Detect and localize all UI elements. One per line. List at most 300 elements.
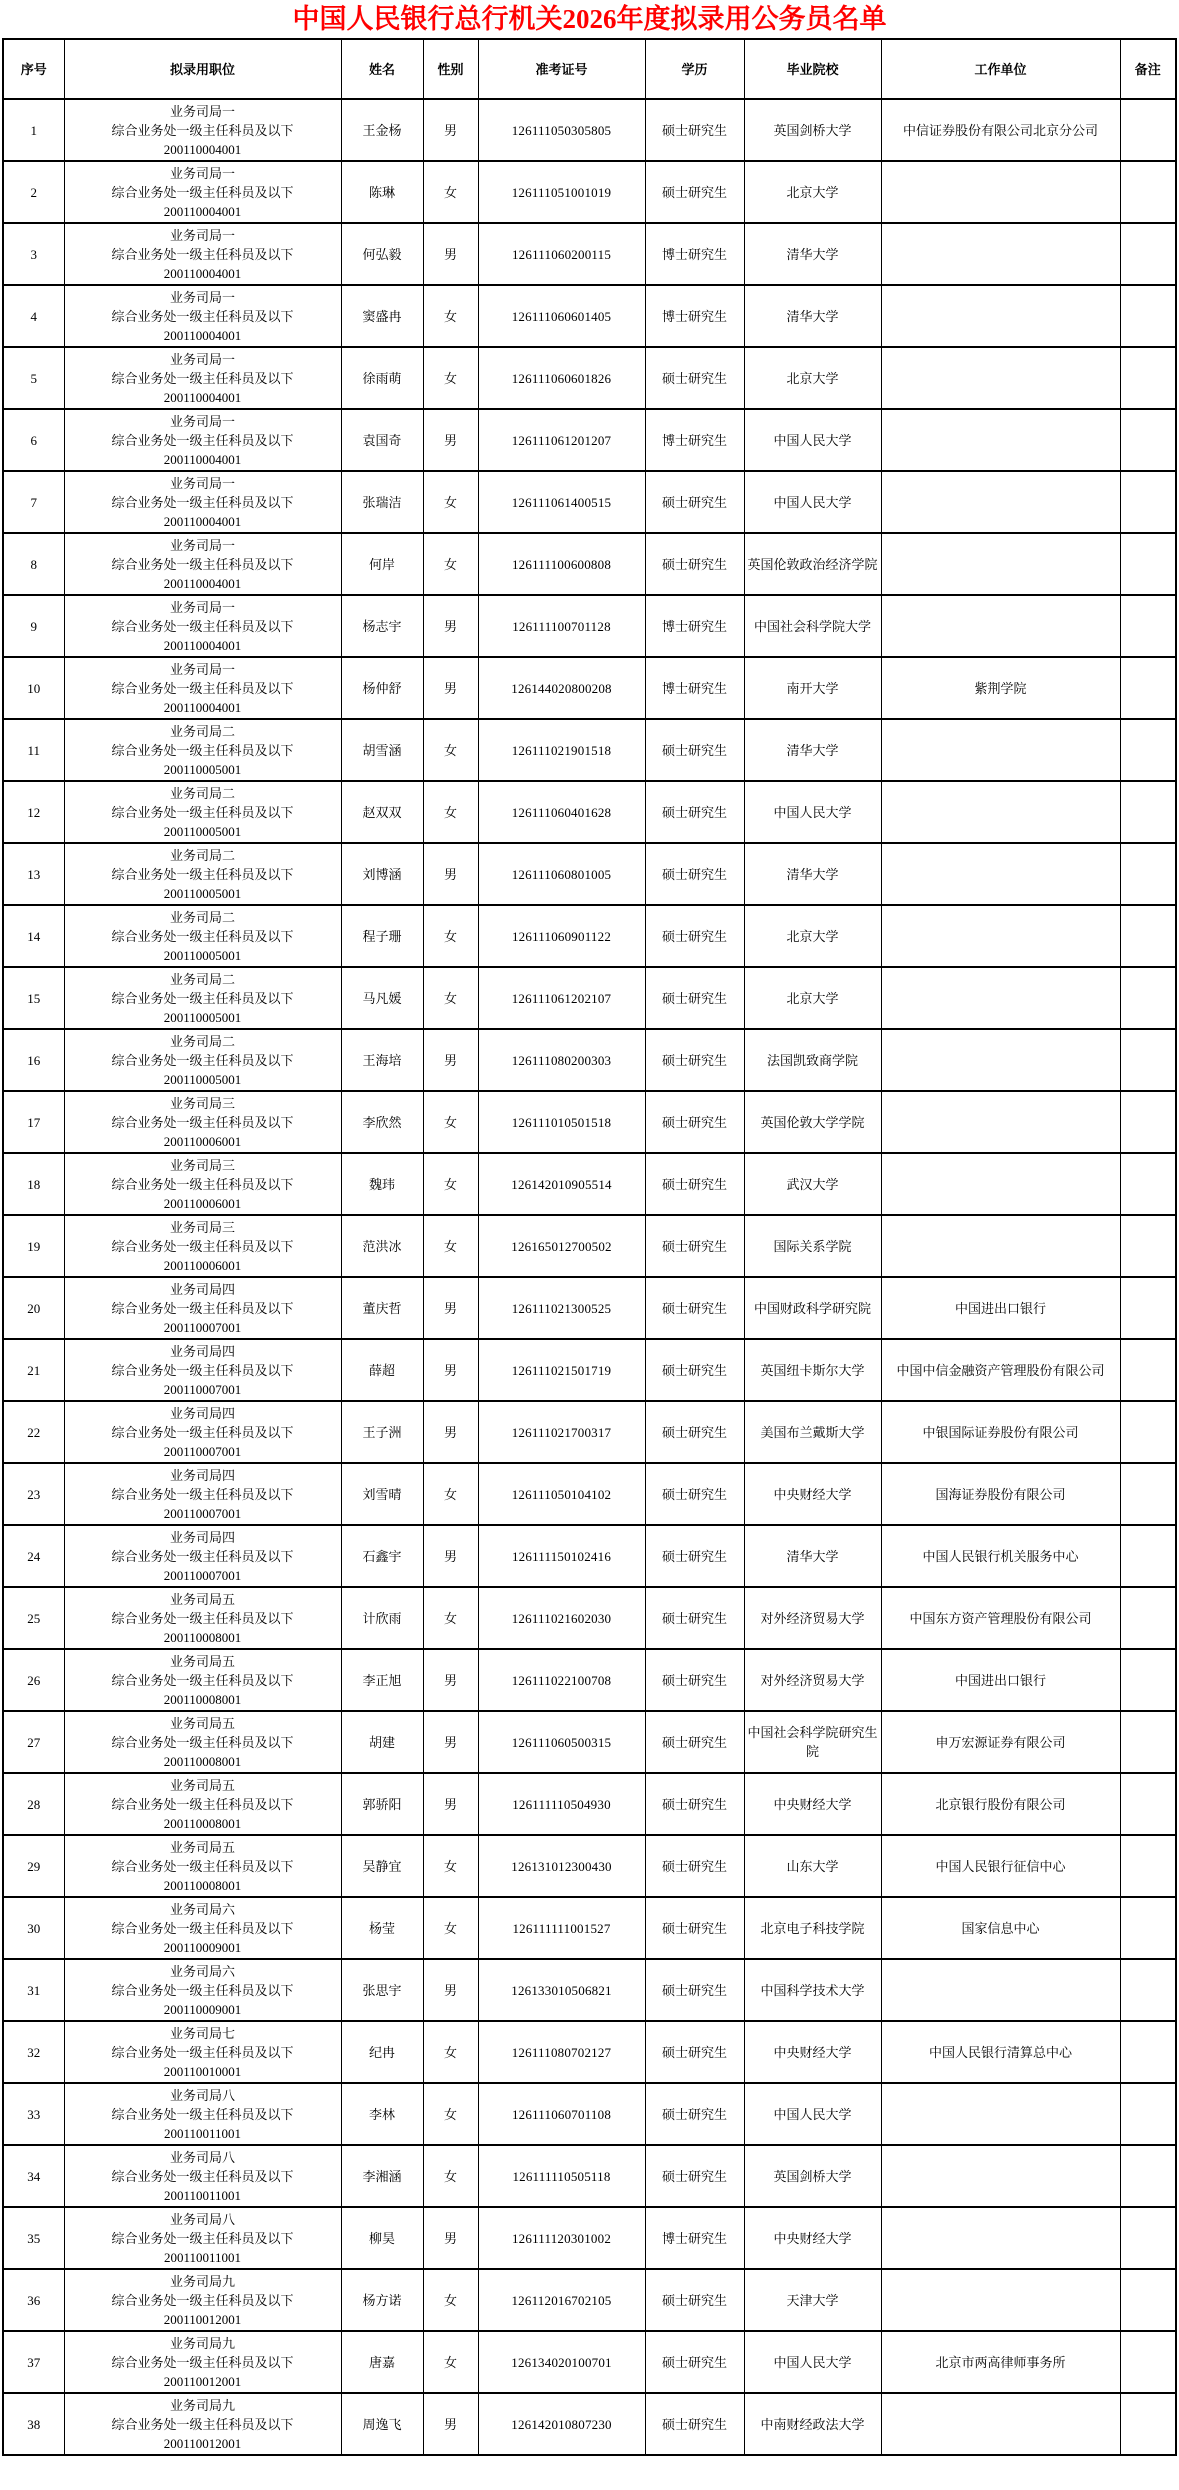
row-number-cell: 14 bbox=[3, 905, 64, 967]
position-dept: 业务司局二 bbox=[169, 971, 235, 987]
gender-cell: 男 bbox=[423, 1029, 478, 1091]
employer-cell bbox=[881, 1153, 1120, 1215]
position-cell bbox=[64, 657, 341, 719]
position-cell bbox=[64, 285, 341, 347]
position-cell bbox=[64, 2083, 341, 2145]
remark-cell bbox=[1120, 1587, 1176, 1649]
position-title: 综合业务处一级主任科员及以下 bbox=[111, 2416, 294, 2432]
remark-cell bbox=[1120, 657, 1176, 719]
position-dept: 业务司局一 bbox=[169, 413, 235, 429]
position-cell bbox=[64, 2331, 341, 2393]
employer-cell: 中国中信金融资产管理股份有限公司 bbox=[881, 1339, 1120, 1401]
remark-cell bbox=[1120, 409, 1176, 471]
gender-cell: 女 bbox=[423, 1835, 478, 1897]
position-dept: 业务司局一 bbox=[169, 103, 235, 119]
gender-cell: 女 bbox=[423, 1463, 478, 1525]
employer-cell: 北京银行股份有限公司 bbox=[881, 1773, 1120, 1835]
position-code: 200110004001 bbox=[163, 141, 242, 157]
name-cell: 马凡媛 bbox=[341, 967, 423, 1029]
ticket-number-cell: 126111021700317 bbox=[478, 1401, 645, 1463]
name-cell: 计欣雨 bbox=[341, 1587, 423, 1649]
table-row bbox=[3, 533, 1176, 595]
ticket-number-cell: 126111100600808 bbox=[478, 533, 645, 595]
position-cell bbox=[64, 347, 341, 409]
gender-cell: 女 bbox=[423, 347, 478, 409]
position-dept: 业务司局一 bbox=[169, 351, 235, 367]
remark-cell bbox=[1120, 1401, 1176, 1463]
degree-cell: 硕士研究生 bbox=[645, 1711, 744, 1773]
position-title: 综合业务处一级主任科员及以下 bbox=[111, 1238, 294, 1254]
position-dept: 业务司局一 bbox=[169, 599, 235, 615]
remark-cell bbox=[1120, 1897, 1176, 1959]
row-number-cell: 24 bbox=[3, 1525, 64, 1587]
position-cell bbox=[64, 905, 341, 967]
row-number-cell: 7 bbox=[3, 471, 64, 533]
position-dept: 业务司局一 bbox=[169, 661, 235, 677]
school-cell: 对外经济贸易大学 bbox=[744, 1587, 881, 1649]
position-dept: 业务司局四 bbox=[169, 1343, 235, 1359]
row-number-cell: 20 bbox=[3, 1277, 64, 1339]
table-row bbox=[3, 1091, 1176, 1153]
school-cell: 中国人民大学 bbox=[744, 781, 881, 843]
position-dept: 业务司局九 bbox=[169, 2335, 235, 2351]
position-dept: 业务司局五 bbox=[169, 1777, 235, 1793]
table-row bbox=[3, 2083, 1176, 2145]
school-cell: 南开大学 bbox=[744, 657, 881, 719]
school-cell: 英国伦敦大学学院 bbox=[744, 1091, 881, 1153]
employer-cell: 中国人民银行清算总中心 bbox=[881, 2021, 1120, 2083]
degree-cell: 硕士研究生 bbox=[645, 2021, 744, 2083]
degree-cell: 硕士研究生 bbox=[645, 1835, 744, 1897]
remark-cell bbox=[1120, 1277, 1176, 1339]
position-cell bbox=[64, 1401, 341, 1463]
position-dept: 业务司局四 bbox=[169, 1529, 235, 1545]
header-ticket-number: 准考证号 bbox=[478, 39, 645, 99]
degree-cell: 硕士研究生 bbox=[645, 1029, 744, 1091]
remark-cell bbox=[1120, 1525, 1176, 1587]
gender-cell: 女 bbox=[423, 967, 478, 1029]
employer-cell: 北京市两高律师事务所 bbox=[881, 2331, 1120, 2393]
remark-cell bbox=[1120, 1463, 1176, 1525]
position-code: 200110007001 bbox=[163, 1567, 242, 1583]
employer-cell bbox=[881, 595, 1120, 657]
table-row bbox=[3, 719, 1176, 781]
school-cell: 中国人民大学 bbox=[744, 409, 881, 471]
position-title: 综合业务处一级主任科员及以下 bbox=[111, 1548, 294, 1564]
position-dept: 业务司局八 bbox=[169, 2087, 235, 2103]
gender-cell: 女 bbox=[423, 161, 478, 223]
position-cell bbox=[64, 533, 341, 595]
position-code: 200110005001 bbox=[163, 761, 242, 777]
name-cell: 杨志宇 bbox=[341, 595, 423, 657]
row-number-cell: 3 bbox=[3, 223, 64, 285]
school-cell: 清华大学 bbox=[744, 843, 881, 905]
position-title: 综合业务处一级主任科员及以下 bbox=[111, 1672, 294, 1688]
name-cell: 赵双双 bbox=[341, 781, 423, 843]
position-code: 200110004001 bbox=[163, 389, 242, 405]
gender-cell: 男 bbox=[423, 223, 478, 285]
school-cell: 英国剑桥大学 bbox=[744, 2145, 881, 2207]
employer-cell: 中国人民银行机关服务中心 bbox=[881, 1525, 1120, 1587]
position-title: 综合业务处一级主任科员及以下 bbox=[111, 1176, 294, 1192]
employer-cell bbox=[881, 285, 1120, 347]
position-code: 200110007001 bbox=[163, 1319, 242, 1335]
position-cell bbox=[64, 1277, 341, 1339]
ticket-number-cell: 126112016702105 bbox=[478, 2269, 645, 2331]
school-cell: 美国布兰戴斯大学 bbox=[744, 1401, 881, 1463]
position-cell bbox=[64, 161, 341, 223]
employer-cell bbox=[881, 2393, 1120, 2455]
employer-cell bbox=[881, 533, 1120, 595]
remark-cell bbox=[1120, 1091, 1176, 1153]
employer-cell: 国家信息中心 bbox=[881, 1897, 1120, 1959]
position-code: 200110012001 bbox=[163, 2373, 242, 2389]
position-dept: 业务司局九 bbox=[169, 2397, 235, 2413]
name-cell: 魏玮 bbox=[341, 1153, 423, 1215]
school-cell: 中央财经大学 bbox=[744, 2207, 881, 2269]
remark-cell bbox=[1120, 843, 1176, 905]
position-title: 综合业务处一级主任科员及以下 bbox=[111, 370, 294, 386]
position-dept: 业务司局二 bbox=[169, 847, 235, 863]
position-cell bbox=[64, 2145, 341, 2207]
employer-cell bbox=[881, 1215, 1120, 1277]
degree-cell: 硕士研究生 bbox=[645, 1587, 744, 1649]
position-dept: 业务司局八 bbox=[169, 2211, 235, 2227]
ticket-number-cell: 126111060701108 bbox=[478, 2083, 645, 2145]
school-cell: 英国剑桥大学 bbox=[744, 99, 881, 161]
table-row bbox=[3, 223, 1176, 285]
position-title: 综合业务处一级主任科员及以下 bbox=[111, 2168, 294, 2184]
gender-cell: 女 bbox=[423, 1153, 478, 1215]
position-cell bbox=[64, 719, 341, 781]
degree-cell: 硕士研究生 bbox=[645, 1525, 744, 1587]
name-cell: 李湘涵 bbox=[341, 2145, 423, 2207]
position-title: 综合业务处一级主任科员及以下 bbox=[111, 1362, 294, 1378]
position-cell bbox=[64, 843, 341, 905]
position-code: 200110009001 bbox=[163, 2001, 242, 2017]
school-cell: 中央财经大学 bbox=[744, 1463, 881, 1525]
gender-cell: 男 bbox=[423, 1959, 478, 2021]
degree-cell: 硕士研究生 bbox=[645, 1897, 744, 1959]
table-row bbox=[3, 1215, 1176, 1277]
table-row bbox=[3, 409, 1176, 471]
table-row bbox=[3, 1339, 1176, 1401]
position-cell bbox=[64, 2269, 341, 2331]
table-row bbox=[3, 967, 1176, 1029]
gender-cell: 女 bbox=[423, 2083, 478, 2145]
degree-cell: 硕士研究生 bbox=[645, 471, 744, 533]
table-row bbox=[3, 1587, 1176, 1649]
position-title: 综合业务处一级主任科员及以下 bbox=[111, 2106, 294, 2122]
degree-cell: 硕士研究生 bbox=[645, 161, 744, 223]
school-cell: 中国科学技术大学 bbox=[744, 1959, 881, 2021]
position-title: 综合业务处一级主任科员及以下 bbox=[111, 494, 294, 510]
position-code: 200110004001 bbox=[163, 451, 242, 467]
table-row bbox=[3, 905, 1176, 967]
employer-cell bbox=[881, 2145, 1120, 2207]
remark-cell bbox=[1120, 533, 1176, 595]
position-cell bbox=[64, 2207, 341, 2269]
position-code: 200110004001 bbox=[163, 265, 242, 281]
degree-cell: 硕士研究生 bbox=[645, 533, 744, 595]
ticket-number-cell: 126111022100708 bbox=[478, 1649, 645, 1711]
gender-cell: 女 bbox=[423, 1897, 478, 1959]
table-row bbox=[3, 1835, 1176, 1897]
position-code: 200110005001 bbox=[163, 947, 242, 963]
position-cell bbox=[64, 223, 341, 285]
position-cell bbox=[64, 1153, 341, 1215]
degree-cell: 硕士研究生 bbox=[645, 1401, 744, 1463]
position-title: 综合业务处一级主任科员及以下 bbox=[111, 184, 294, 200]
table-row bbox=[3, 161, 1176, 223]
table-row bbox=[3, 1401, 1176, 1463]
position-code: 200110011001 bbox=[163, 2187, 242, 2203]
position-title: 综合业务处一级主任科员及以下 bbox=[111, 1858, 294, 1874]
position-cell bbox=[64, 2021, 341, 2083]
school-cell: 法国凯致商学院 bbox=[744, 1029, 881, 1091]
school-cell: 清华大学 bbox=[744, 285, 881, 347]
position-title: 综合业务处一级主任科员及以下 bbox=[111, 1486, 294, 1502]
table-row bbox=[3, 347, 1176, 409]
gender-cell: 男 bbox=[423, 657, 478, 719]
position-dept: 业务司局二 bbox=[169, 785, 235, 801]
ticket-number-cell: 126111021501719 bbox=[478, 1339, 645, 1401]
school-cell: 北京大学 bbox=[744, 905, 881, 967]
ticket-number-cell: 126111080702127 bbox=[478, 2021, 645, 2083]
school-cell: 中央财经大学 bbox=[744, 1773, 881, 1835]
position-code: 200110004001 bbox=[163, 575, 242, 591]
position-cell bbox=[64, 1463, 341, 1525]
employer-cell bbox=[881, 223, 1120, 285]
degree-cell: 硕士研究生 bbox=[645, 2269, 744, 2331]
position-dept: 业务司局一 bbox=[169, 227, 235, 243]
degree-cell: 硕士研究生 bbox=[645, 2145, 744, 2207]
degree-cell: 硕士研究生 bbox=[645, 1773, 744, 1835]
table-row bbox=[3, 2269, 1176, 2331]
employer-cell: 中国人民银行征信中心 bbox=[881, 1835, 1120, 1897]
gender-cell: 女 bbox=[423, 2331, 478, 2393]
position-dept: 业务司局五 bbox=[169, 1839, 235, 1855]
ticket-number-cell: 126111110504930 bbox=[478, 1773, 645, 1835]
gender-cell: 女 bbox=[423, 533, 478, 595]
table-row bbox=[3, 99, 1176, 161]
degree-cell: 硕士研究生 bbox=[645, 905, 744, 967]
ticket-number-cell: 126165012700502 bbox=[478, 1215, 645, 1277]
gender-cell: 男 bbox=[423, 99, 478, 161]
remark-cell bbox=[1120, 99, 1176, 161]
employer-cell bbox=[881, 2207, 1120, 2269]
position-cell bbox=[64, 1649, 341, 1711]
row-number-cell: 25 bbox=[3, 1587, 64, 1649]
position-title: 综合业务处一级主任科员及以下 bbox=[111, 804, 294, 820]
position-title: 综合业务处一级主任科员及以下 bbox=[111, 2044, 294, 2060]
gender-cell: 女 bbox=[423, 2269, 478, 2331]
header-position: 拟录用职位 bbox=[64, 39, 341, 99]
position-code: 200110005001 bbox=[163, 1009, 242, 1025]
remark-cell bbox=[1120, 223, 1176, 285]
ticket-number-cell: 126144020800208 bbox=[478, 657, 645, 719]
degree-cell: 硕士研究生 bbox=[645, 781, 744, 843]
school-cell: 北京大学 bbox=[744, 161, 881, 223]
ticket-number-cell: 126111060601826 bbox=[478, 347, 645, 409]
name-cell: 窦盛冉 bbox=[341, 285, 423, 347]
table-row bbox=[3, 1711, 1176, 1773]
school-cell: 清华大学 bbox=[744, 719, 881, 781]
employer-cell bbox=[881, 2269, 1120, 2331]
remark-cell bbox=[1120, 2083, 1176, 2145]
position-dept: 业务司局二 bbox=[169, 1033, 235, 1049]
row-number-cell: 22 bbox=[3, 1401, 64, 1463]
gender-cell: 男 bbox=[423, 409, 478, 471]
remark-cell bbox=[1120, 2021, 1176, 2083]
row-number-cell: 38 bbox=[3, 2393, 64, 2455]
gender-cell: 女 bbox=[423, 1587, 478, 1649]
name-cell: 袁国奇 bbox=[341, 409, 423, 471]
header-name: 姓名 bbox=[341, 39, 423, 99]
name-cell: 杨莹 bbox=[341, 1897, 423, 1959]
header-row bbox=[3, 39, 1176, 99]
position-title: 综合业务处一级主任科员及以下 bbox=[111, 928, 294, 944]
gender-cell: 女 bbox=[423, 285, 478, 347]
table-row bbox=[3, 657, 1176, 719]
row-number-cell: 5 bbox=[3, 347, 64, 409]
table-row bbox=[3, 1463, 1176, 1525]
position-code: 200110007001 bbox=[163, 1505, 242, 1521]
name-cell: 程子珊 bbox=[341, 905, 423, 967]
row-number-cell: 13 bbox=[3, 843, 64, 905]
row-number-cell: 18 bbox=[3, 1153, 64, 1215]
employer-cell: 国海证券股份有限公司 bbox=[881, 1463, 1120, 1525]
position-title: 综合业务处一级主任科员及以下 bbox=[111, 1300, 294, 1316]
position-title: 综合业务处一级主任科员及以下 bbox=[111, 2354, 294, 2370]
position-cell bbox=[64, 1091, 341, 1153]
position-cell bbox=[64, 781, 341, 843]
row-number-cell: 37 bbox=[3, 2331, 64, 2393]
name-cell: 薛超 bbox=[341, 1339, 423, 1401]
position-title: 综合业务处一级主任科员及以下 bbox=[111, 246, 294, 262]
row-number-cell: 34 bbox=[3, 2145, 64, 2207]
ticket-number-cell: 126111050104102 bbox=[478, 1463, 645, 1525]
position-title: 综合业务处一级主任科员及以下 bbox=[111, 122, 294, 138]
employer-cell bbox=[881, 905, 1120, 967]
name-cell: 王子洲 bbox=[341, 1401, 423, 1463]
position-title: 综合业务处一级主任科员及以下 bbox=[111, 1424, 294, 1440]
ticket-number-cell: 126111060200115 bbox=[478, 223, 645, 285]
school-cell: 中国人民大学 bbox=[744, 2083, 881, 2145]
position-code: 200110010001 bbox=[163, 2063, 242, 2079]
position-code: 200110011001 bbox=[163, 2249, 242, 2265]
position-code: 200110004001 bbox=[163, 699, 242, 715]
name-cell: 何弘毅 bbox=[341, 223, 423, 285]
row-number-cell: 4 bbox=[3, 285, 64, 347]
row-number-cell: 26 bbox=[3, 1649, 64, 1711]
degree-cell: 博士研究生 bbox=[645, 409, 744, 471]
position-title: 综合业务处一级主任科员及以下 bbox=[111, 308, 294, 324]
position-dept: 业务司局三 bbox=[169, 1219, 235, 1235]
remark-cell bbox=[1120, 1711, 1176, 1773]
remark-cell bbox=[1120, 719, 1176, 781]
row-number-cell: 30 bbox=[3, 1897, 64, 1959]
employer-cell: 中国东方资产管理股份有限公司 bbox=[881, 1587, 1120, 1649]
employer-cell bbox=[881, 1959, 1120, 2021]
position-title: 综合业务处一级主任科员及以下 bbox=[111, 680, 294, 696]
table-body bbox=[3, 99, 1176, 2455]
row-number-cell: 36 bbox=[3, 2269, 64, 2331]
position-title: 综合业务处一级主任科员及以下 bbox=[111, 866, 294, 882]
employer-cell: 中信证券股份有限公司北京分公司 bbox=[881, 99, 1120, 161]
school-cell: 对外经济贸易大学 bbox=[744, 1649, 881, 1711]
school-cell: 英国伦敦政治经济学院 bbox=[744, 533, 881, 595]
remark-cell bbox=[1120, 1339, 1176, 1401]
remark-cell bbox=[1120, 2331, 1176, 2393]
gender-cell: 男 bbox=[423, 1401, 478, 1463]
ticket-number-cell: 126111110505118 bbox=[478, 2145, 645, 2207]
name-cell: 唐嘉 bbox=[341, 2331, 423, 2393]
employer-cell: 申万宏源证券有限公司 bbox=[881, 1711, 1120, 1773]
position-title: 综合业务处一级主任科员及以下 bbox=[111, 2292, 294, 2308]
position-code: 200110007001 bbox=[163, 1443, 242, 1459]
school-cell: 清华大学 bbox=[744, 1525, 881, 1587]
remark-cell bbox=[1120, 905, 1176, 967]
name-cell: 范洪冰 bbox=[341, 1215, 423, 1277]
ticket-number-cell: 126111021300525 bbox=[478, 1277, 645, 1339]
position-cell bbox=[64, 1959, 341, 2021]
employer-cell bbox=[881, 161, 1120, 223]
remark-cell bbox=[1120, 781, 1176, 843]
name-cell: 刘博涵 bbox=[341, 843, 423, 905]
name-cell: 王海培 bbox=[341, 1029, 423, 1091]
position-title: 综合业务处一级主任科员及以下 bbox=[111, 742, 294, 758]
school-cell: 武汉大学 bbox=[744, 1153, 881, 1215]
table-row bbox=[3, 1897, 1176, 1959]
ticket-number-cell: 126111060801005 bbox=[478, 843, 645, 905]
row-number-cell: 9 bbox=[3, 595, 64, 657]
position-dept: 业务司局五 bbox=[169, 1653, 235, 1669]
gender-cell: 女 bbox=[423, 781, 478, 843]
position-code: 200110011001 bbox=[163, 2125, 242, 2141]
name-cell: 董庆哲 bbox=[341, 1277, 423, 1339]
remark-cell bbox=[1120, 2393, 1176, 2455]
name-cell: 胡建 bbox=[341, 1711, 423, 1773]
position-cell bbox=[64, 595, 341, 657]
gender-cell: 女 bbox=[423, 471, 478, 533]
name-cell: 李林 bbox=[341, 2083, 423, 2145]
position-code: 200110007001 bbox=[163, 1381, 242, 1397]
degree-cell: 博士研究生 bbox=[645, 2207, 744, 2269]
position-dept: 业务司局一 bbox=[169, 289, 235, 305]
ticket-number-cell: 126111021901518 bbox=[478, 719, 645, 781]
ticket-number-cell: 126111050305805 bbox=[478, 99, 645, 161]
row-number-cell: 33 bbox=[3, 2083, 64, 2145]
school-cell: 天津大学 bbox=[744, 2269, 881, 2331]
remark-cell bbox=[1120, 1835, 1176, 1897]
row-number-cell: 31 bbox=[3, 1959, 64, 2021]
position-dept: 业务司局六 bbox=[169, 1901, 235, 1917]
employer-cell: 中国进出口银行 bbox=[881, 1649, 1120, 1711]
position-code: 200110004001 bbox=[163, 327, 242, 343]
degree-cell: 硕士研究生 bbox=[645, 1649, 744, 1711]
table-header bbox=[3, 39, 1176, 99]
ticket-number-cell: 126111061400515 bbox=[478, 471, 645, 533]
ticket-number-cell: 126111150102416 bbox=[478, 1525, 645, 1587]
gender-cell: 女 bbox=[423, 2145, 478, 2207]
position-title: 综合业务处一级主任科员及以下 bbox=[111, 1920, 294, 1936]
name-cell: 张瑞洁 bbox=[341, 471, 423, 533]
ticket-number-cell: 126111010501518 bbox=[478, 1091, 645, 1153]
position-code: 200110009001 bbox=[163, 1939, 242, 1955]
row-number-cell: 16 bbox=[3, 1029, 64, 1091]
name-cell: 张思宇 bbox=[341, 1959, 423, 2021]
